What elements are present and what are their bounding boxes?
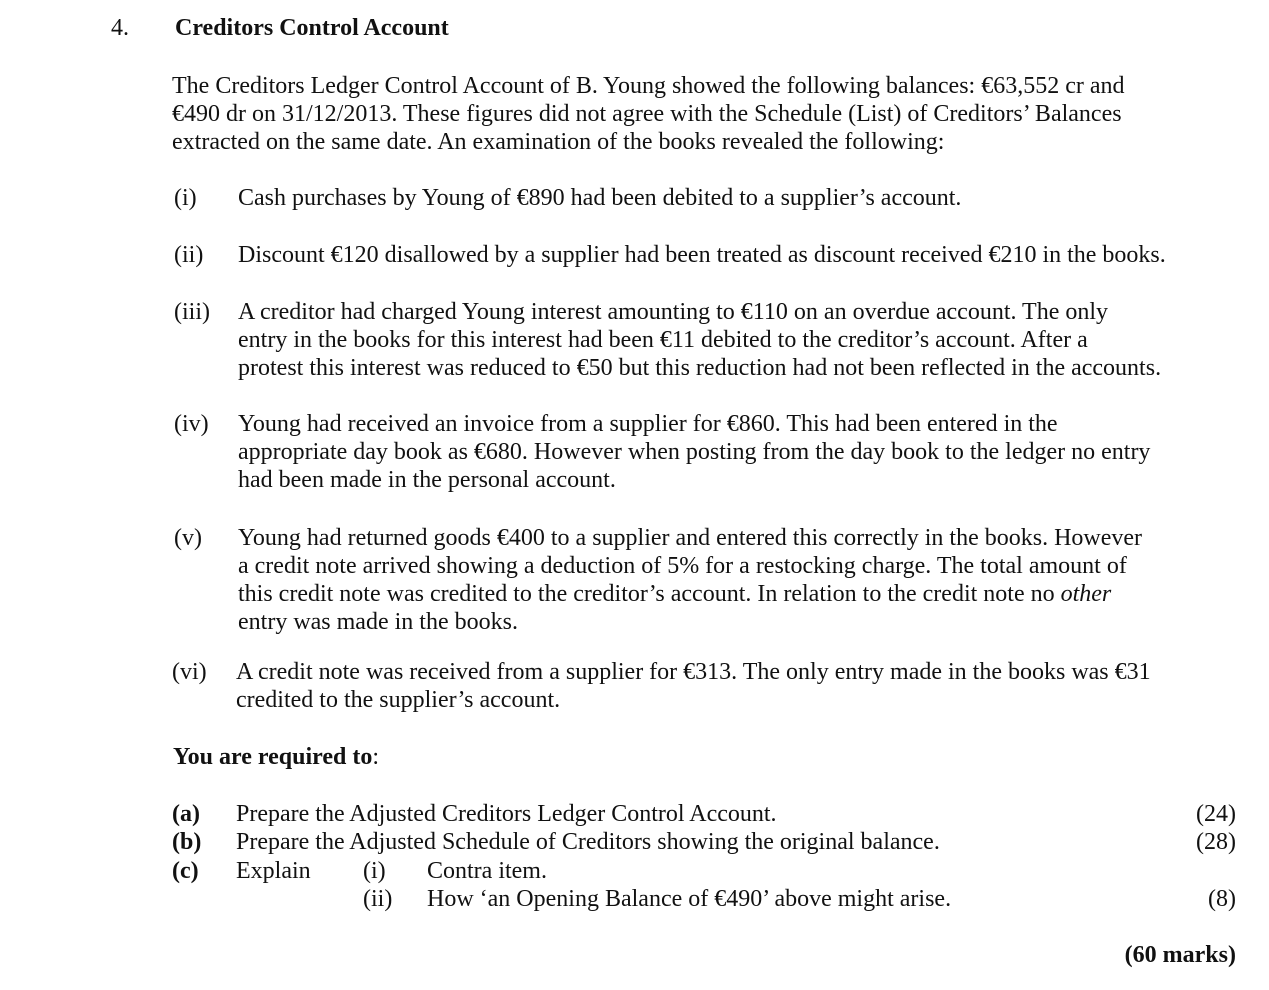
part-text: Prepare the Adjusted Creditors Ledger Control Account. [236, 801, 777, 827]
item-line: credited to the supplier’s account. [236, 687, 561, 713]
part-marks: (24) [1196, 801, 1236, 827]
item-line: had been made in the personal account. [238, 467, 616, 493]
item-label: (i) [174, 185, 197, 211]
item-label: (ii) [174, 242, 204, 268]
part-label: (a) [172, 801, 200, 827]
item-text [236, 658, 1151, 714]
item-text [238, 298, 1161, 382]
question-title: Creditors Control Account [175, 15, 449, 41]
intro-line: The Creditors Ledger Control Account of B. Young showed the following balances: €63,552 cr and [172, 73, 1125, 99]
item-line: Young had received an invoice from a supplier for €860. This had been entered in the [238, 411, 1058, 437]
item-line: a credit note arrived showing a deduction of 5% for a restocking charge. The total amount of [238, 553, 1127, 579]
required-heading [173, 743, 379, 771]
item-line: entry was made in the books. [238, 609, 518, 635]
item-label: (iii) [174, 299, 210, 325]
item-line: A credit note was received from a supplier for €313. The only entry made in the books was €31 [236, 659, 1151, 685]
part-marks: (8) [1208, 886, 1236, 912]
required-heading-text: You are required to [173, 744, 373, 770]
item-line: Discount €120 disallowed by a supplier had been treated as discount received €210 in the books. [238, 242, 1166, 268]
item-line: Young had returned goods €400 to a supplier and entered this correctly in the books. However [238, 525, 1143, 551]
item-line [238, 580, 1142, 608]
item-text [238, 524, 1142, 636]
part-label: (c) [172, 858, 199, 884]
intro-line: extracted on the same date. An examination of the books revealed the following: [172, 129, 945, 155]
part-text: Prepare the Adjusted Schedule of Creditors showing the original balance. [236, 829, 940, 855]
subpart-label: (i) [363, 858, 386, 884]
item-line: appropriate day book as €680. However when posting from the day book to the ledger no entry [238, 439, 1151, 465]
subpart-text: Contra item. [427, 858, 547, 884]
item-label: (vi) [172, 659, 207, 685]
part-marks: (28) [1196, 829, 1236, 855]
subpart-text: How ‘an Opening Balance of €490’ above might arise. [427, 886, 952, 912]
required-heading-colon: : [372, 744, 380, 770]
item-label: (v) [174, 525, 202, 551]
item-line-text: this credit note was credited to the creditor’s account. In relation to the credit note no [238, 581, 1061, 607]
item-text [238, 410, 1150, 494]
item-line: A creditor had charged Young interest amounting to €110 on an overdue account. The only [238, 299, 1109, 325]
part-text: Explain [236, 858, 311, 884]
item-line: entry in the books for this interest had been €11 debited to the creditor’s account. After a [238, 327, 1088, 353]
item-label: (iv) [174, 411, 209, 437]
part-label: (b) [172, 829, 202, 855]
total-marks: (60 marks) [1124, 942, 1236, 968]
intro-line: €490 dr on 31/12/2013. These figures did not agree with the Schedule (List) of Creditors’ Balances [172, 101, 1122, 127]
intro-paragraph [172, 72, 1125, 156]
question-number: 4. [111, 15, 129, 41]
item-text [238, 184, 961, 212]
item-text [238, 241, 1166, 269]
subpart-label: (ii) [363, 886, 393, 912]
item-line: protest this interest was reduced to €50 but this reduction had not been reflected in the accounts. [238, 355, 1162, 381]
item-line-emphasis: other [1060, 581, 1112, 607]
item-line: Cash purchases by Young of €890 had been debited to a supplier’s account. [238, 185, 962, 211]
